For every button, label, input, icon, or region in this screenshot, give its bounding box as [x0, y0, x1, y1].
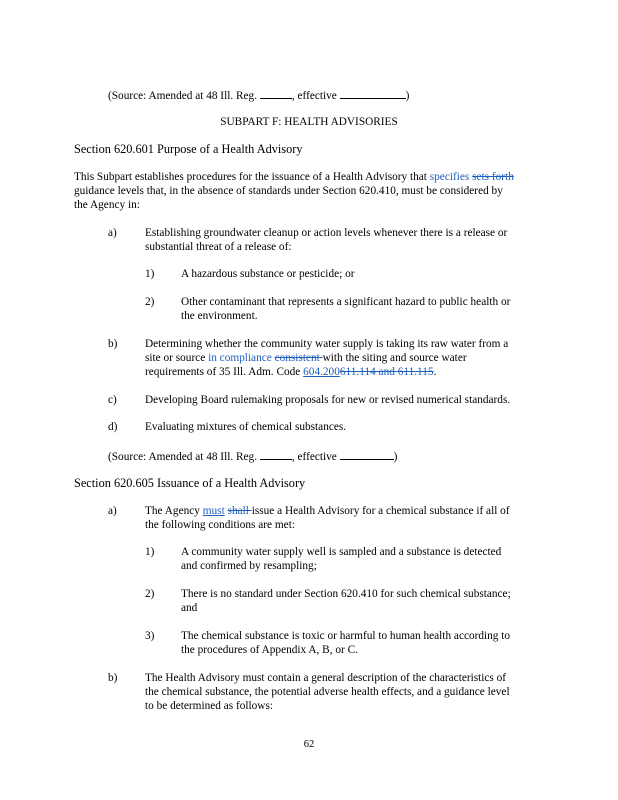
inserted-text: 604.200 — [303, 366, 340, 378]
item-605b-line2: the chemical substance, the potential adverse health effects, and a guidance level — [145, 686, 510, 698]
item-605b-line3: to be determined as follows: — [145, 700, 274, 712]
item-d-text: Evaluating mixtures of chemical substances. — [145, 421, 347, 433]
blank-field — [340, 449, 394, 460]
item-a-line1: Establishing groundwater cleanup or action levels whenever there is a release or — [145, 227, 508, 239]
list-marker: 3) — [145, 630, 155, 642]
item-605a1-line2: and confirmed by resampling; — [181, 560, 317, 572]
list-marker: 1) — [145, 268, 155, 280]
item-b-line3: requirements of 35 Ill. Adm. Code 604.200611.114 and 611.115. — [145, 366, 437, 378]
section-601-heading: Section 620.601 Purpose of a Health Advisory — [74, 142, 303, 156]
deleted-text: 611.114 and 611.115 — [339, 366, 434, 378]
deleted-text: consistent — [274, 352, 323, 364]
item-b-line1: Determining whether the community water supply is taking its raw water from a — [145, 338, 509, 350]
section-601-intro-line3: the Agency in: — [74, 199, 140, 211]
page-number: 62 — [303, 739, 315, 750]
source-note-2: (Source: Amended at 48 Ill. Reg. , effective ) — [108, 451, 398, 463]
item-605a1-line1: A community water supply well is sampled and a substance is detected — [181, 546, 502, 558]
item-c-text: Developing Board rulemaking proposals for new or revised numerical standards. — [145, 394, 511, 406]
section-601-intro: This Subpart establishes procedures for the issuance of a Health Advisory that specifies sets forth — [74, 171, 514, 183]
item-a2-line1: Other contaminant that represents a significant hazard to public health or — [181, 296, 511, 308]
item-a-line2: substantial threat of a release of: — [145, 241, 292, 253]
item-a2-line2: the environment. — [181, 310, 258, 322]
section-605-heading: Section 620.605 Issuance of a Health Advisory — [74, 476, 306, 490]
list-marker: 2) — [145, 296, 155, 308]
list-marker: a) — [108, 227, 117, 239]
blank-field — [340, 88, 406, 99]
item-605a2-line2: and — [181, 602, 198, 614]
list-marker: c) — [108, 394, 117, 406]
item-605a2-line1: There is no standard under Section 620.410 for such chemical substance; — [181, 588, 511, 600]
blank-field — [260, 449, 292, 460]
inserted-text: in compliance — [208, 352, 272, 364]
list-marker: d) — [108, 421, 118, 433]
list-marker: 1) — [145, 546, 155, 558]
item-b-line2: site or source in compliance consistent with the siting and source water — [145, 352, 467, 364]
item-a1-text: A hazardous substance or pesticide; or — [181, 268, 355, 280]
list-marker: b) — [108, 672, 118, 684]
deleted-text: sets forth — [472, 171, 514, 183]
item-605a3-line2: the procedures of Appendix A, B, or C. — [181, 644, 358, 656]
deleted-text: shall — [227, 505, 252, 517]
section-601-intro-line2: guidance levels that, in the absence of standards under Section 620.410, must be considered by — [74, 185, 503, 197]
list-marker: 2) — [145, 588, 155, 600]
item-605a-line2: the following conditions are met: — [145, 519, 295, 531]
subpart-title: SUBPART F: HEALTH ADVISORIES — [220, 116, 398, 128]
item-605a-line1: The Agency must shall issue a Health Advisory for a chemical substance if all of — [145, 505, 510, 517]
inserted-text: must — [202, 505, 225, 517]
list-marker: b) — [108, 338, 118, 350]
inserted-text: specifies — [429, 171, 470, 183]
item-605b-line1: The Health Advisory must contain a general description of the characteristics of — [145, 672, 507, 684]
blank-field — [260, 88, 292, 99]
source-note-1: (Source: Amended at 48 Ill. Reg. , effective ) — [108, 90, 410, 102]
item-605a3-line1: The chemical substance is toxic or harmful to human health according to — [181, 630, 511, 642]
list-marker: a) — [108, 505, 117, 517]
